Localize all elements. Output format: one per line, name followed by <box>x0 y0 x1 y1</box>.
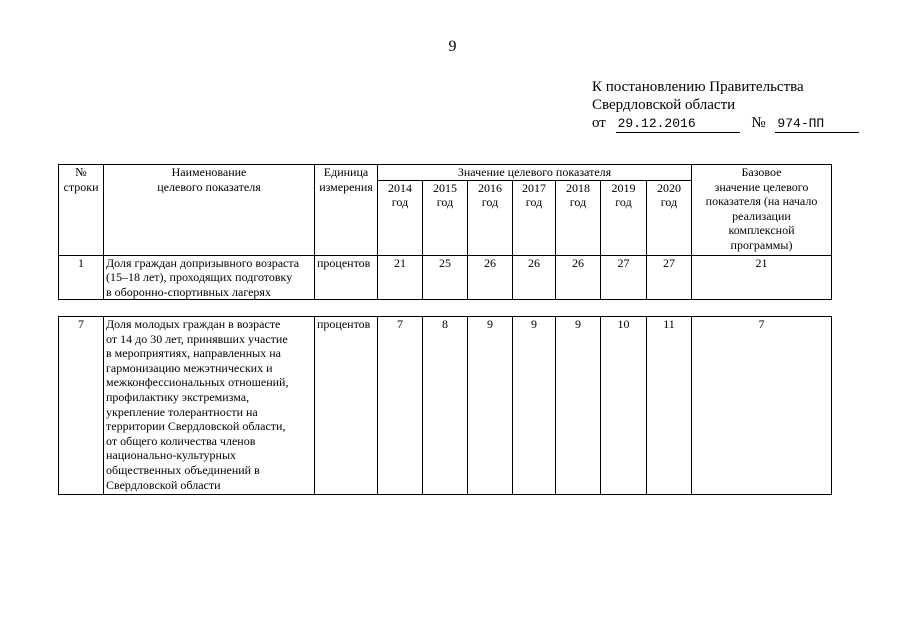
value-2015: 25 <box>423 255 468 300</box>
indicator-name: Доля молодых граждан в возрасте от 14 до 30 лет, принявших участие в мероприятиях, направленных на гармонизацию межэтнических и межконфессиональных отношений, профилактику экстремизма, укрепление толерантности на территории Свердловской области, от общего количества членов национально-культурных общественных объединений в Свердловской области <box>104 317 315 495</box>
value-2019: 10 <box>601 317 647 495</box>
from-label: от <box>592 115 606 131</box>
table-header-row <box>59 165 832 181</box>
header-year: 2017 год <box>513 180 556 255</box>
indicators-table <box>58 164 832 300</box>
row-number: 1 <box>59 255 104 300</box>
value-2017: 9 <box>513 317 556 495</box>
header-year: 2018 год <box>556 180 601 255</box>
header-base-value: Базовое значение целевого показателя (на начало реализации комплексной программы) <box>692 165 832 256</box>
number-sign: № <box>751 115 766 131</box>
header-year: 2020 год <box>647 180 692 255</box>
value-2018: 9 <box>556 317 601 495</box>
base-value: 7 <box>692 317 832 495</box>
value-2017: 26 <box>513 255 556 300</box>
value-2014: 7 <box>378 317 423 495</box>
header-year: 2019 год <box>601 180 647 255</box>
value-2016: 9 <box>468 317 513 495</box>
table-row <box>59 255 832 300</box>
row-number: 7 <box>59 317 104 495</box>
resolution-number: 974-ПП <box>775 116 859 133</box>
indicators-table-fragment <box>58 316 832 495</box>
value-2020: 27 <box>647 255 692 300</box>
value-2020: 11 <box>647 317 692 495</box>
value-2015: 8 <box>423 317 468 495</box>
header-line-2: Свердловской области <box>592 97 736 113</box>
value-2018: 26 <box>556 255 601 300</box>
header-year: 2015 год <box>423 180 468 255</box>
value-2016: 26 <box>468 255 513 300</box>
header-date-line <box>592 114 859 133</box>
table-row <box>59 317 832 495</box>
resolution-date: 29.12.2016 <box>616 116 740 133</box>
header-target-values: Значение целевого показателя <box>378 165 692 181</box>
header-unit: Единица измерения <box>315 165 378 256</box>
header-year: 2014 год <box>378 180 423 255</box>
base-value: 21 <box>692 255 832 300</box>
indicator-unit: процентов <box>315 317 378 495</box>
indicator-unit: процентов <box>315 255 378 300</box>
value-2019: 27 <box>601 255 647 300</box>
value-2014: 21 <box>378 255 423 300</box>
resolution-header <box>592 78 859 133</box>
header-row-number: № строки <box>59 165 104 256</box>
header-line-1: К постановлению Правительства <box>592 79 804 95</box>
header-indicator-name: Наименование целевого показателя <box>104 165 315 256</box>
indicator-name: Доля граждан допризывного возраста (15–18 лет), проходящих подготовку в оборонно-спортивных лагерях <box>104 255 315 300</box>
header-year: 2016 год <box>468 180 513 255</box>
page-number: 9 <box>448 38 457 55</box>
